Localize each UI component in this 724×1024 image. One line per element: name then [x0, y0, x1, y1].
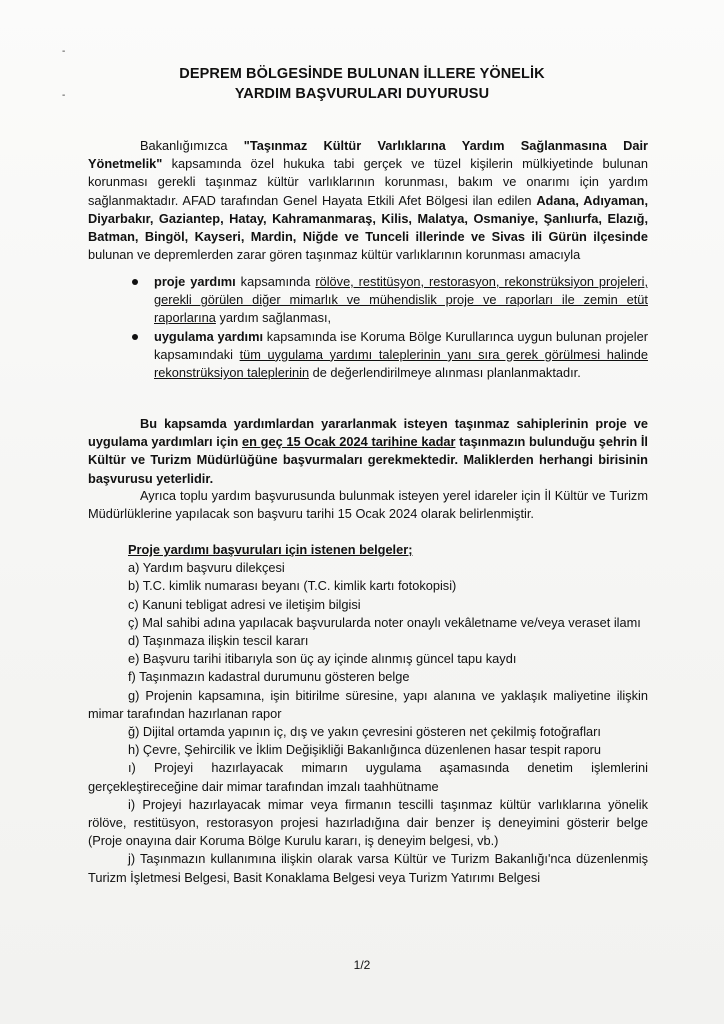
bullet-text: yardım sağlanması, — [215, 310, 332, 326]
aid-type-label: proje yardımı — [154, 274, 236, 289]
bullet-text: kapsamında ise Koruma Bölge Kurullarınca uygun bulunan projeler kapsamındaki — [154, 328, 648, 362]
regulation-name: "Taşınmaz Kültür Varlıklarına Yardım Sağlanmasına Dair Yönetmelik" — [88, 138, 648, 172]
intro-text: bulunan ve depremlerden zarar gören taşınmaz kültür varlıklarının korunması amacıyla — [88, 247, 581, 263]
list-item: ı) Projeyi hazırlayacak mimarın uygulama aşamasında denetim işlemlerini gerçekleştireceğine dair mimar tarafından imzalı taahhütname — [88, 760, 648, 794]
list-item: i) Projeyi hazırlayacak mimar veya firmanın tescilli taşınmaz kültür varlıklarına yönelik rölöve, restitüsyon, restorasyon projesi hazırladığına dair benzer iş deneyimini gösterir belge (Proje onayına dair Koruma Bölge Kurulu kararı, iş deneyim belgesi, vb.) — [88, 796, 648, 849]
local-admin-paragraph: Ayrıca toplu yardım başvurusunda bulunmak isteyen yerel idareler için İl Kültür ve Turizm Müdürlüklerine yapılacak son başvuru tarihi 15 Ocak 2024 olarak belirlenmiştir. — [88, 488, 648, 522]
document-title-line2: YARDIM BAŞVURULARI DUYURUSU — [234, 86, 490, 102]
deadline-paragraph — [88, 415, 648, 488]
underlined-text: tüm uygulama yardımı taleplerinin yanı sıra gerek görülmesi halinde rekonstrüksiyon taleplerinin — [154, 346, 648, 381]
document-title-line1: DEPREM BÖLGESİNDE BULUNAN İLLERE YÖNELİK — [179, 66, 545, 82]
bullet-icon — [132, 334, 138, 340]
bullet-icon — [132, 279, 138, 285]
list-item: b) T.C. kimlik numarası beyanı (T.C. kimlik kartı fotokopisi) — [128, 578, 457, 594]
list-item: f) Taşınmazın kadastral durumunu gösteren belge — [128, 669, 410, 685]
list-item: j) Taşınmazın kullanımına ilişkin olarak varsa Kültür ve Turizm Bakanlığı'nca düzenlenmiş Turizm İşletmesi Belgesi, Basit Konaklama Belgesi veya Turizm Yatırımı Belgesi — [88, 851, 648, 885]
bullet-text: de değerlendirilmeye alınması planlanmaktadır. — [309, 365, 581, 381]
list-item: d) Taşınmaza ilişkin tescil kararı — [128, 633, 309, 649]
deadline-text: taşınmazın bulunduğu şehrin İl Kültür ve Turizm Müdürlüğüne başvurmaları gerekmektedir. Maliklerden herhangi birisinin başvurusu yeterlidir. — [88, 434, 648, 486]
list-item: ğ) Dijital ortamda yapının iç, dış ve yakın çevresini gösteren net çekilmiş fotoğrafları — [128, 724, 601, 740]
list-item — [154, 328, 648, 383]
deadline-text: Bu kapsamda yardımlardan yararlanmak isteyen taşınmaz sahiplerinin proje ve uygulama yardımları için — [88, 416, 648, 450]
underlined-text: rölöve, restitüsyon, restorasyon, rekonstrüksiyon projeleri, gerekli görülen diğer mimarlık ve mühendislik proje ve raporları ile zemin etüt raporlarına — [154, 274, 648, 326]
margin-mark: - — [62, 90, 66, 101]
list-item: c) Kanuni tebligat adresi ve iletişim bilgisi — [128, 596, 361, 612]
deadline-date: en geç 15 Ocak 2024 tarihine kadar — [242, 434, 456, 450]
list-item: a) Yardım başvuru dilekçesi — [128, 560, 285, 576]
list-item: ç) Mal sahibi adına yapılacak başvurularda noter onaylı vekâletname ve/veya veraset ilamı — [128, 614, 641, 630]
aid-type-label: uygulama yardımı — [154, 328, 264, 344]
intro-paragraph — [88, 137, 648, 264]
province-list: Adana, Adıyaman, Diyarbakır, Gaziantep, Hatay, Kahramanmaraş, Kilis, Malatya, Osmaniye, Şanlıurfa, Elazığ, Batman, Bingöl, Kayseri, Mardin, Niğde ve Tunceli illerinde ve Sivas ili Gürün ilçesinde — [88, 192, 648, 245]
list-item — [154, 273, 648, 328]
documents-heading: Proje yardımı başvuruları için istenen belgeler; — [128, 542, 413, 557]
bullet-text: kapsamında — [235, 274, 316, 289]
intro-text: Bakanlığımızca — [140, 138, 244, 153]
page-number: 1/2 — [353, 958, 371, 972]
intro-text: kapsamında özel hukuka tabi gerçek ve tüzel kişilerin mülkiyetinde bulunan korunması gerekli taşınmaz kültür varlıklarının korunması, bakım ve onarımı için yardım sağlanmaktadır. AFAD tarafından Genel Hayata Etkili Afet Bölgesi ilan edilen — [88, 156, 648, 208]
list-item: e) Başvuru tarihi itibarıyla son üç ay içinde alınmış güncel tapu kaydı — [128, 651, 517, 667]
list-item: g) Projenin kapsamına, işin bitirilme süresine, yapı alanına ve yaklaşık maliyetine ilişkin mimar tarafından hazırlanan rapor — [88, 687, 648, 721]
documents-section — [88, 541, 648, 887]
aid-types-list — [154, 273, 648, 382]
list-item: h) Çevre, Şehircilik ve İklim Değişikliği Bakanlığınca düzenlenen hasar tespit raporu — [128, 742, 601, 758]
margin-mark: - — [62, 46, 66, 57]
